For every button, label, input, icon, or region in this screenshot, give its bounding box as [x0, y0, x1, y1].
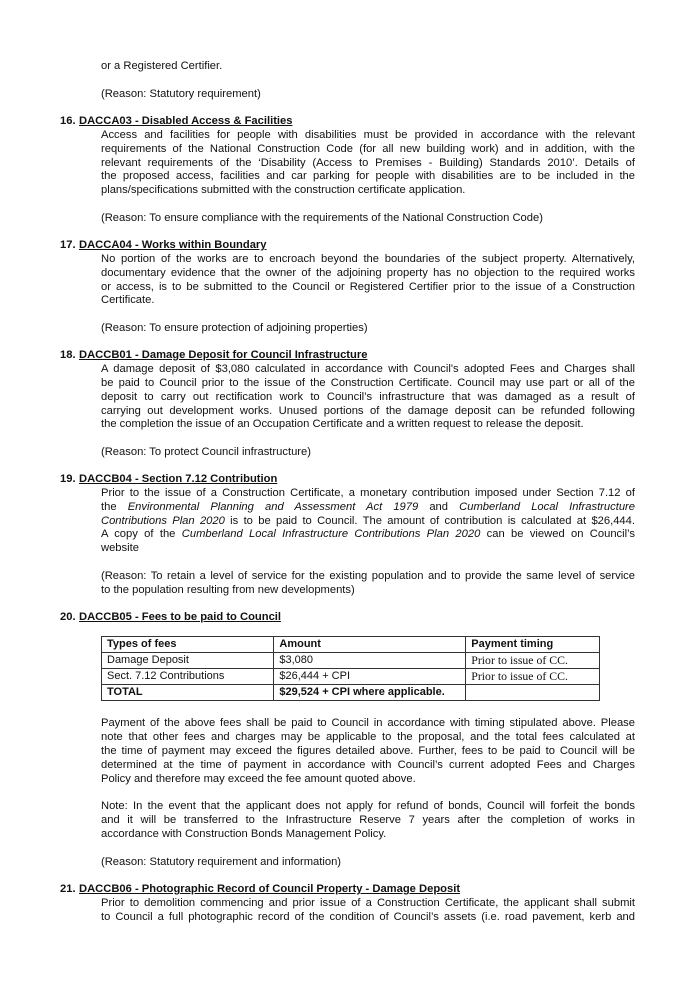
- condition-16-line-4: the proposed access, facilities and car parking for people with disabilities are to be included in the: [101, 170, 635, 182]
- condition-18-line-2: be paid to Council prior to the issue of the Construction Certificate. Council may use part or all of the: [101, 377, 635, 389]
- condition-number: 21.: [60, 883, 76, 895]
- condition-17-heading: [60, 238, 267, 252]
- plan-name: Cumberland Local Infrastructure: [459, 501, 635, 513]
- table-row: [102, 669, 600, 685]
- condition-title: DACCB06 - Photographic Record of Council Property - Damage Deposit: [79, 883, 461, 895]
- table-cell: Sect. 7.12 Contributions: [102, 669, 274, 685]
- condition-20-para1-line-3: the time of payment may exceed the figures detailed above. Further, fees to be paid to Council will be: [101, 745, 635, 757]
- condition-18-line-4: carrying out development works. Unused portions of the damage deposit can be refunded following: [101, 405, 635, 417]
- table-cell: Prior to issue of CC.: [466, 653, 600, 669]
- condition-16-line-5: plans/specifications submitted with the construction certificate application.: [101, 184, 466, 196]
- condition-number: 19.: [60, 473, 76, 485]
- condition-17-line-3: or access, is to be submitted to the Council or Registered Certifier prior to the issue of a Construction: [101, 281, 635, 293]
- table-header: Payment timing: [466, 637, 600, 653]
- condition-18-reason: (Reason: To protect Council infrastructure): [101, 446, 311, 458]
- condition-21-line-1: Prior to demolition commencing and prior issue of a Construction Certificate, the applicant shall submit: [101, 897, 635, 909]
- condition-18-heading: [60, 348, 367, 362]
- table-row-total: [102, 685, 600, 701]
- table-cell: $26,444 + CPI: [274, 669, 466, 685]
- fees-table: [101, 636, 600, 701]
- condition-19-line-3: Contributions Plan 2020 is to be paid to Council. The amount of contribution is calculated at $26,444.: [101, 515, 635, 527]
- condition-17-line-1: No portion of the works are to encroach beyond the boundaries of the subject property. Alternatively,: [101, 253, 635, 265]
- condition-17-line-4: Certificate.: [101, 294, 155, 306]
- condition-title: DACCA03 - Disabled Access & Facilities: [79, 115, 293, 127]
- condition-20-para1-line-4: determined at the time of payment in accordance with Council’s current adopted Fees and Charges: [101, 759, 635, 771]
- condition-17-reason: (Reason: To ensure protection of adjoining properties): [101, 322, 368, 334]
- condition-19-line-5: website: [101, 542, 139, 554]
- condition-16-line-1: Access and facilities for people with disabilities must be provided in accordance with the relevant: [101, 129, 635, 141]
- condition-20-para2-line-3: accordance with Construction Bonds Management Policy.: [101, 828, 387, 840]
- condition-18-line-1: A damage deposit of $3,080 calculated in accordance with Council's adopted Fees and Charges shall: [101, 363, 635, 375]
- condition-title: DACCA04 - Works within Boundary: [79, 239, 267, 251]
- condition-20-para1-line-5: Policy and therefore may exceed the fee amount quoted above.: [101, 773, 416, 785]
- condition-title: DACCB01 - Damage Deposit for Council Infrastructure: [79, 349, 368, 361]
- table-cell: Prior to issue of CC.: [466, 669, 600, 685]
- condition-19-heading: [60, 472, 277, 486]
- table-cell: TOTAL: [102, 685, 274, 701]
- condition-19-reason-2: to the population resulting from new developments): [101, 584, 355, 596]
- condition-20-para2-line-2: and it will be transferred to the Infrastructure Reserve 7 years after the completion of works in: [101, 814, 635, 826]
- intro-text: or a Registered Certifier.: [101, 60, 223, 72]
- condition-title: DACCB05 - Fees to be paid to Council: [79, 611, 282, 623]
- condition-19-line-4: A copy of the Cumberland Local Infrastructure Contributions Plan 2020 can be viewed on Council’s: [101, 528, 635, 540]
- table-cell: $3,080: [274, 653, 466, 669]
- condition-number: 16.: [60, 115, 76, 127]
- table-header-row: [102, 637, 600, 653]
- condition-20-reason: (Reason: Statutory requirement and information): [101, 856, 342, 868]
- condition-number: 17.: [60, 239, 76, 251]
- condition-20-heading: [60, 610, 281, 624]
- condition-21-heading: [60, 882, 460, 896]
- condition-number: 18.: [60, 349, 76, 361]
- condition-19-reason-1: (Reason: To retain a level of service for the existing population and to provide the same level of service: [101, 570, 635, 582]
- condition-title: DACCB04 - Section 7.12 Contribution: [79, 473, 278, 485]
- condition-21-line-2: to Council a full photographic record of the condition of Council’s assets (i.e. road pavement, kerb and: [101, 911, 635, 923]
- condition-number: 20.: [60, 611, 76, 623]
- table-header: Types of fees: [102, 637, 274, 653]
- condition-16-reason: (Reason: To ensure compliance with the requirements of the National Construction Code): [101, 212, 543, 224]
- act-name: Environmental Planning and Assessment Act 1979: [127, 501, 419, 513]
- condition-16-line-2: requirements of the National Construction Code (for all new building work) and in addition, with the: [101, 143, 635, 155]
- condition-20-para2-line-1: Note: In the event that the applicant does not apply for refund of bonds, Council will forfeit the bonds: [101, 800, 635, 812]
- table-row: [102, 653, 600, 669]
- condition-17-line-2: documentary evidence that the owner of the adjoining property has no objection to the required works: [101, 267, 635, 279]
- condition-16-line-3: relevant requirements of the ‘Disability (Access to Premises - Building) Standards 2010’. Details of: [101, 157, 635, 169]
- condition-19-line-1: Prior to the issue of a Construction Certificate, a monetary contribution imposed under Section 7.12 of: [101, 487, 635, 499]
- plan-name: Cumberland Local Infrastructure Contributions Plan 2020: [181, 528, 481, 540]
- condition-20-para1-line-1: Payment of the above fees shall be paid to Council in accordance with timing stipulated above. Please: [101, 717, 635, 729]
- condition-18-line-5: the completion the issue of an Occupation Certificate and a written request to release the deposit.: [101, 418, 584, 430]
- table-header: Amount: [274, 637, 466, 653]
- table-cell: [466, 685, 600, 701]
- condition-20-para1-line-2: note that other fees and charges may be applicable to the proposal, and the total fees calculated at: [101, 731, 635, 743]
- intro-reason: (Reason: Statutory requirement): [101, 88, 261, 100]
- table-cell: Damage Deposit: [102, 653, 274, 669]
- condition-18-line-3: deposit to carry out rectification work to Council’s infrastructure that was damaged as a result of: [101, 391, 635, 403]
- table-cell: $29,524 + CPI where applicable.: [274, 685, 466, 701]
- plan-name: Contributions Plan 2020: [101, 515, 225, 527]
- condition-19-line-2: the Environmental Planning and Assessment Act 1979 and Cumberland Local Infrastructure: [101, 501, 635, 513]
- condition-16-heading: [60, 114, 292, 128]
